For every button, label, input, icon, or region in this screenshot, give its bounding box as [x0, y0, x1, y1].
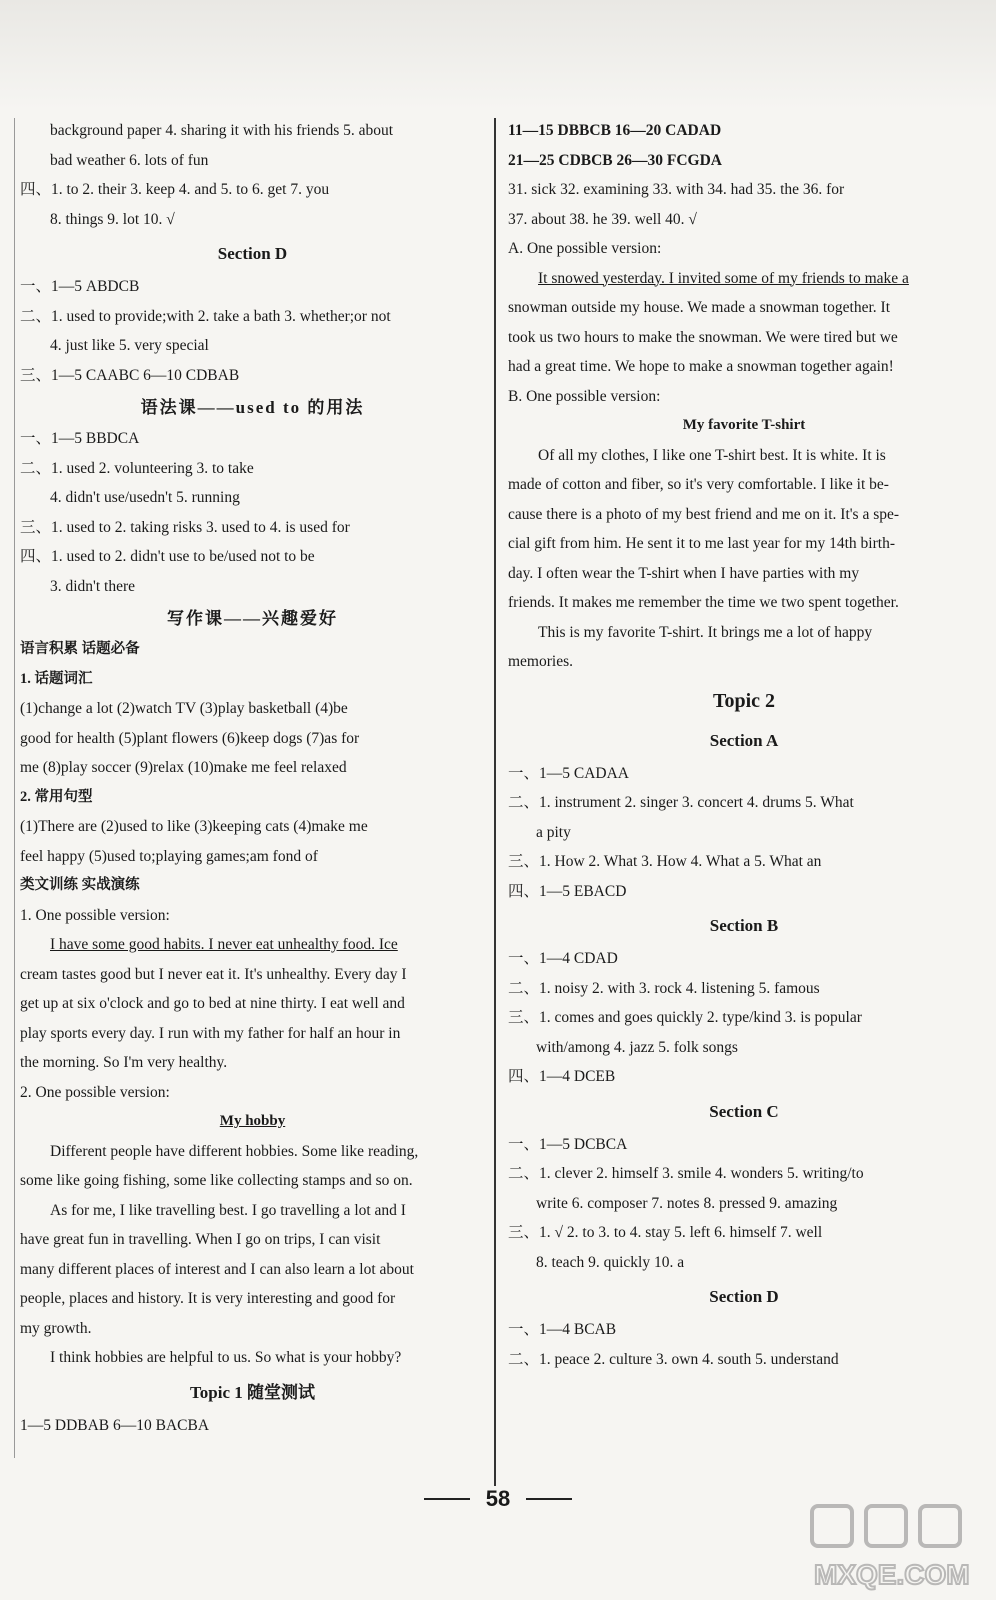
right-line: 二、1. noisy 2. with 3. rock 4. listening 5. famous	[508, 979, 820, 997]
right-line: 21—25 CDBCB 26—30 FCGDA	[508, 151, 722, 169]
left-line: my growth.	[20, 1319, 92, 1337]
left-line: have great fun in travelling. When I go on trips, I can visit	[20, 1231, 381, 1248]
watermark-logo	[808, 1500, 978, 1592]
left-section-heading: Topic 1 随堂测试	[189, 1382, 315, 1402]
left-line: (1)change a lot (2)watch TV (3)play basketball (4)be	[20, 700, 348, 717]
right-line: cause there is a photo of my best friend and me on it. It's a spe-	[508, 505, 900, 523]
left-line: 三、1—5 CAABC 6—10 CDBAB	[20, 366, 240, 384]
left-line: 三、1. used to 2. taking risks 3. used to 4. is used for	[20, 518, 350, 536]
left-line: Different people have different hobbies. Some like reading,	[50, 1142, 419, 1160]
left-line: good for health (5)plant flowers (6)keep dogs (7)as for	[20, 729, 360, 747]
left-line: get up at six o'clock and go to bed at nine thirty. I eat well and	[20, 995, 405, 1012]
right-line: 二、1. peace 2. culture 3. own 4. south 5. understand	[508, 1350, 839, 1368]
right-line: 一、1—4 BCAB	[508, 1321, 617, 1338]
right-line: 11—15 DBBCB 16—20 CADAD	[508, 122, 722, 139]
right-column	[508, 116, 980, 1374]
left-category-label: 类文训练 实战演练	[20, 877, 140, 893]
right-line: 一、1—5 CADAA	[508, 764, 629, 782]
right-section-heading: Section D	[709, 1287, 779, 1306]
right-line: 一、1—4 CDAD	[508, 950, 618, 967]
left-line: I have some good habits. I never eat unhealthy food. Ice	[50, 936, 398, 953]
left-line: people, places and history. It is very interesting and good for	[20, 1290, 396, 1307]
right-line: 二、1. clever 2. himself 3. smile 4. wonders 5. writing/to	[508, 1165, 864, 1182]
left-line: 一、1—5 BBDCA	[20, 430, 140, 447]
left-essay-title: My hobby	[219, 1113, 286, 1129]
left-line: cream tastes good but I never eat it. It's unhealthy. Every day I	[20, 965, 407, 983]
left-line: background paper 4. sharing it with his friends 5. about	[50, 122, 394, 139]
left-line: I think hobbies are helpful to us. So what is your hobby?	[50, 1349, 402, 1366]
left-line: 四、1. to 2. their 3. keep 4. and 5. to 6. get 7. you	[20, 181, 330, 198]
left-line: 四、1. used to 2. didn't use to be/used not to be	[20, 548, 315, 565]
right-line: A. One possible version:	[508, 240, 662, 257]
left-line: feel happy (5)used to;playing games;am fond of	[20, 847, 318, 865]
left-section-heading: Section D	[217, 244, 288, 263]
footer-dash-left	[424, 1498, 470, 1500]
column-divider	[494, 118, 496, 1486]
right-line: 8. teach 9. quickly 10. a	[536, 1253, 685, 1271]
left-line: me (8)play soccer (9)relax (10)make me feel relaxed	[20, 759, 347, 776]
right-line: 四、1—4 DCEB	[508, 1068, 616, 1085]
left-category-label: 语言积累 话题必备	[20, 641, 140, 657]
right-line: memories.	[508, 653, 573, 670]
right-line: had a great time. We hope to make a snowman together again!	[508, 358, 894, 375]
left-line: 1. One possible version:	[20, 906, 170, 924]
left-line: 4. just like 5. very special	[50, 337, 209, 354]
left-column	[20, 116, 485, 1440]
margin-rule	[14, 118, 15, 1458]
left-category-label: 2. 常用句型	[20, 788, 93, 805]
right-line: 三、1. √ 2. to 3. to 4. stay 5. left 6. himself 7. well	[508, 1224, 823, 1241]
left-line: some like going fishing, some like collecting stamps and so on.	[20, 1172, 413, 1189]
right-line: B. One possible version:	[508, 387, 661, 405]
right-section-heading: Section B	[709, 916, 779, 935]
left-line: 一、1—5 ABDCB	[20, 278, 140, 295]
right-line: write 6. composer 7. notes 8. pressed 9. amazing	[536, 1194, 838, 1212]
right-line: Of all my clothes, I like one T-shirt best. It is white. It is	[538, 446, 886, 464]
right-line: with/among 4. jazz 5. folk songs	[536, 1038, 738, 1056]
right-line: took us two hours to make the snowman. We were tired but we	[508, 328, 898, 346]
right-section-heading: Section C	[709, 1101, 779, 1121]
left-line: many different places of interest and I can also learn a lot about	[20, 1260, 414, 1278]
left-line: 8. things 9. lot 10. √	[50, 210, 175, 228]
right-line: 一、1—5 DCBCA	[508, 1135, 628, 1153]
right-line: 37. about 38. he 39. well 40. √	[508, 210, 697, 228]
left-line: 3. didn't there	[50, 577, 136, 595]
left-line: 二、1. used 2. volunteering 3. to take	[20, 459, 254, 477]
right-line: 四、1—5 EBACD	[508, 882, 627, 900]
left-line: 二、1. used to provide;with 2. take a bath 3. whether;or not	[20, 307, 391, 325]
right-line: It snowed yesterday. I invited some of my friends to make a	[538, 269, 909, 287]
right-line: snowman outside my house. We made a snowman together. It	[508, 299, 891, 316]
left-lesson-heading: 写作课——兴趣爱好	[167, 609, 338, 628]
right-line: 二、1. instrument 2. singer 3. concert 4. drums 5. What	[508, 794, 854, 811]
right-line: day. I often wear the T-shirt when I have parties with my	[508, 564, 860, 582]
right-line: This is my favorite T-shirt. It brings me a lot of happy	[538, 623, 873, 641]
scan-top-band	[0, 0, 996, 110]
right-line: friends. It makes me remember the time we two spent together.	[508, 594, 899, 611]
watermark-text: MXQE.COM	[814, 1559, 970, 1590]
right-line: 31. sick 32. examining 33. with 34. had 35. the 36. for	[508, 181, 845, 198]
right-line: a pity	[536, 823, 571, 841]
left-category-label: 1. 话题词汇	[20, 670, 93, 687]
right-line: 三、1. How 2. What 3. How 4. What a 5. What an	[508, 853, 822, 870]
right-essay-title: My favorite T-shirt	[682, 417, 806, 433]
right-line: cial gift from him. He sent it to me last year for my 14th birth-	[508, 535, 895, 552]
right-line: made of cotton and fiber, so it's very comfortable. I like it be-	[508, 476, 889, 493]
left-line: 1—5 DDBAB 6—10 BACBA	[20, 1416, 210, 1434]
left-line: the morning. So I'm very healthy.	[20, 1054, 228, 1071]
left-line: play sports every day. I run with my father for half an hour in	[20, 1024, 401, 1042]
left-line: (1)There are (2)used to like (3)keeping cats (4)make me	[20, 818, 368, 835]
left-line: As for me, I like travelling best. I go travelling a lot and I	[50, 1201, 406, 1219]
right-section-heading: Section A	[709, 730, 779, 750]
left-line: 2. One possible version:	[20, 1083, 170, 1101]
right-topic-heading: Topic 2	[712, 689, 776, 712]
left-line: bad weather 6. lots of fun	[50, 151, 209, 169]
left-lesson-heading: 语法课——used to 的用法	[140, 398, 365, 417]
page-number: 58	[485, 1486, 511, 1511]
left-line: 4. didn't use/usedn't 5. running	[50, 489, 240, 506]
footer-dash-right	[526, 1498, 572, 1500]
right-line: 三、1. comes and goes quickly 2. type/kind 3. is popular	[508, 1009, 862, 1026]
